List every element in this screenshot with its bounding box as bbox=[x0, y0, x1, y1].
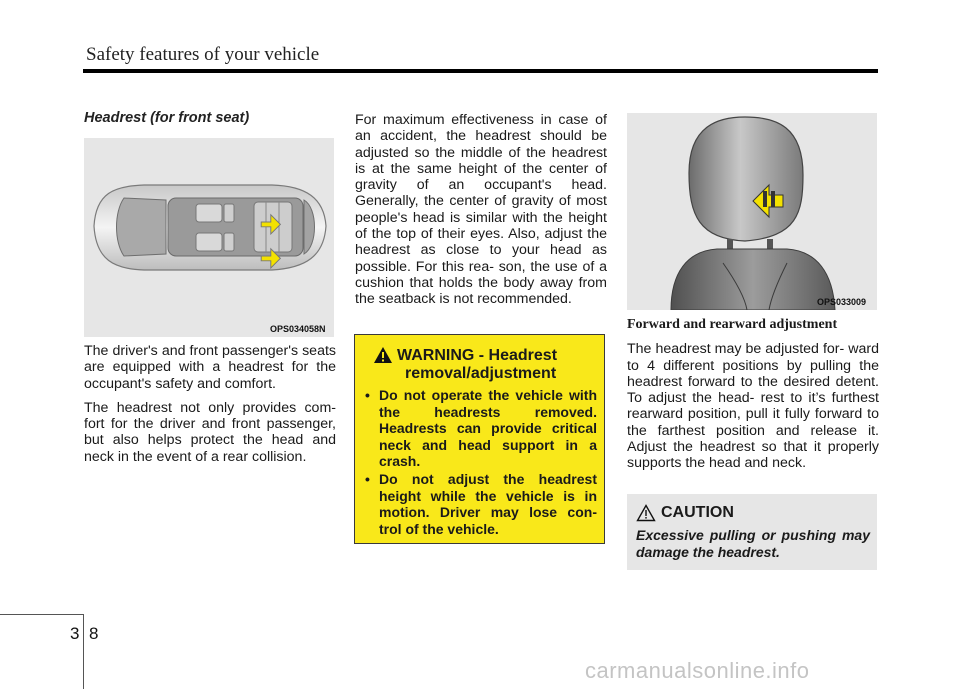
caution-title: CAUTION bbox=[661, 504, 734, 521]
paragraph: The headrest may be adjusted for- ward to 4 different positions by pulling the headrest forward to the desired detent. To adjust the head- rest to it’s furthest rearward position, pull it fully forward to the farthest position and release it. Adjust the headrest so that it properly supports the head and neck. bbox=[627, 341, 879, 472]
image-caption-left: OPS034058N bbox=[270, 324, 326, 334]
watermark: carmanualsonline.info bbox=[585, 658, 810, 683]
column-right bbox=[627, 317, 879, 480]
page-number: 8 bbox=[89, 624, 99, 643]
footer-rule-vertical bbox=[83, 614, 84, 689]
paragraph: For maximum effectiveness in case of an accident, the headrest should be adjusted so the middle of the headrest is at the same height of the center of gravity of an occupant's head. Generally, the center of gravity of most people's head is similar with the height of the top of their eyes. Also, adjust the headrest as close to your head as possible. For this rea- son, the use of a cushion that holds the body away from the seatback is not recommended. bbox=[355, 112, 607, 308]
warning-item-text: Do not adjust the headrest height while the vehicle is in motion. Driver may lose con- trol of the vehicle. bbox=[379, 471, 597, 537]
column-left-body bbox=[84, 343, 336, 473]
warning-title-line1: WARNING - Headrest bbox=[397, 347, 558, 364]
car-topview-illustration bbox=[84, 138, 334, 337]
warning-item-text: Do not operate the vehicle with the headrests removed. Headrests can provide critical neck and head support in a crash. bbox=[379, 387, 597, 469]
warning-item bbox=[365, 471, 597, 537]
bullet: • bbox=[365, 387, 370, 403]
headrest-image bbox=[627, 113, 877, 310]
bullet: • bbox=[365, 471, 370, 487]
warning-title bbox=[397, 347, 557, 383]
car-topview-image bbox=[84, 138, 334, 337]
adjustment-subheading: Forward and rearward adjustment bbox=[627, 317, 838, 332]
warning-title-line2: removal/adjustment bbox=[405, 365, 557, 382]
headrest-heading: Headrest (for front seat) bbox=[84, 110, 250, 126]
caution-box bbox=[627, 494, 877, 570]
column-left bbox=[84, 110, 336, 126]
warning-item bbox=[365, 387, 597, 470]
footer-rule-horizontal bbox=[0, 614, 84, 615]
caution-triangle-icon bbox=[636, 504, 656, 522]
paragraph: The headrest not only provides com- fort for the driver and front passenger, but also helps protect the head and neck in the event of a rear collision. bbox=[84, 399, 336, 465]
header-rule bbox=[83, 69, 878, 73]
section-title: Safety features of your vehicle bbox=[86, 44, 320, 65]
column-middle bbox=[355, 112, 607, 316]
chapter-number: 3 bbox=[70, 624, 80, 643]
paragraph: The driver's and front passenger's seats are equipped with a headrest for the occupant's safety and comfort. bbox=[84, 343, 336, 392]
warning-triangle-icon bbox=[373, 346, 393, 364]
headrest-illustration bbox=[627, 113, 877, 310]
warning-box bbox=[354, 334, 605, 544]
image-caption-right: OPS033009 bbox=[817, 297, 867, 307]
caution-text: Excessive pulling or pushing may damage the headrest. bbox=[636, 527, 870, 560]
